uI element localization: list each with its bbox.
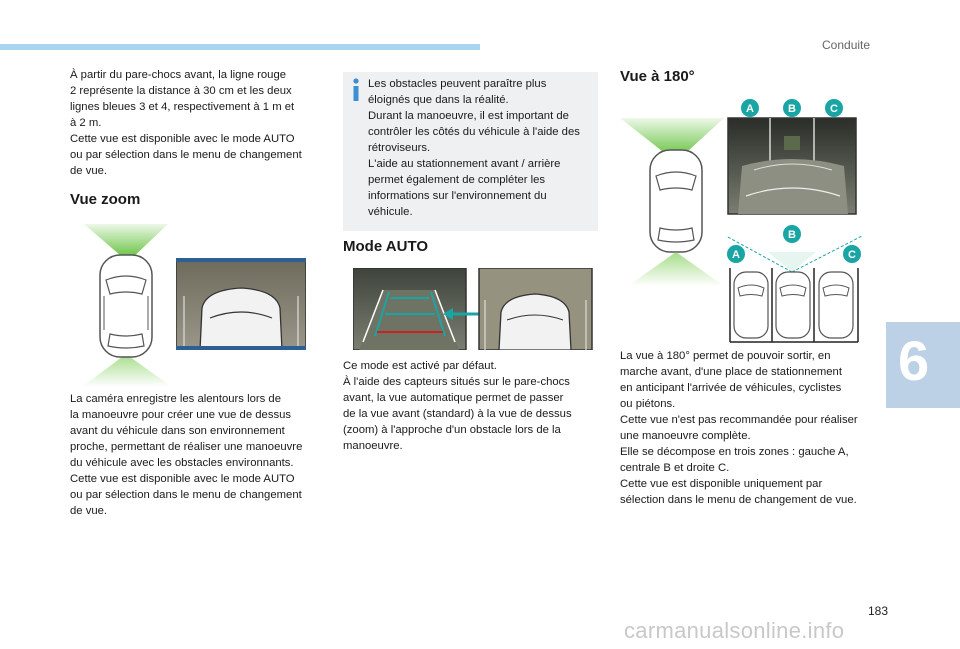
text-line: la manoeuvre pour créer une vue de dessus xyxy=(70,409,292,421)
zone-badge-a-top xyxy=(741,99,759,117)
text-line: Cette vue est disponible uniquement par xyxy=(620,478,823,490)
text-line: ou par sélection dans le menu de changement xyxy=(70,489,302,501)
text-line: manoeuvre. xyxy=(343,440,403,452)
text-line: en anticipant l'arrivée de véhicules, cyclistes xyxy=(620,382,842,394)
text-line: contrôler les côtés du véhicule à l'aide des xyxy=(368,126,580,138)
chapter-number: 6 xyxy=(898,329,930,392)
text-line: une manoeuvre complète. xyxy=(620,430,751,442)
standard-view-screen xyxy=(353,268,466,350)
svg-text:A: A xyxy=(746,103,754,115)
text-line: (zoom) à l'approche d'un obstacle lors de la xyxy=(343,424,561,436)
info-box xyxy=(343,72,598,231)
zone-badge-a xyxy=(727,245,745,263)
chapter-tab xyxy=(886,322,960,408)
text-line: Ce mode est activé par défaut. xyxy=(343,360,497,372)
text-line: Cette vue est disponible avec le mode AUTO xyxy=(70,473,295,485)
car-hood xyxy=(200,288,282,350)
text-line: véhicule. xyxy=(368,206,413,218)
info-text xyxy=(368,76,596,220)
text-line: La caméra enregistre les alentours lors de xyxy=(70,393,281,405)
text-line: centrale B et droite C. xyxy=(620,462,730,474)
svg-text:B: B xyxy=(788,229,796,241)
text-line: informations sur l'environnement du xyxy=(368,190,547,202)
zoom-view-screen xyxy=(479,268,592,350)
auto-heading: Mode AUTO xyxy=(343,238,428,255)
text-line: lignes bleues 3 et 4, respectivement à 1 m et xyxy=(70,101,295,113)
svg-text:B: B xyxy=(788,103,796,115)
text-line: ou par sélection dans le menu de changement xyxy=(70,149,302,161)
text-line: à 2 m. xyxy=(70,117,102,129)
text-line: rétroviseurs. xyxy=(368,142,431,154)
text-line: Elle se décompose en trois zones : gauche A, xyxy=(620,446,849,458)
text-line: L'aide au stationnement avant / arrière xyxy=(368,158,561,170)
zone-badge-c-top xyxy=(825,99,843,117)
text-line: Durant la manoeuvre, il est important de xyxy=(368,110,569,122)
zoom-heading: Vue zoom xyxy=(70,191,141,208)
text-line: du véhicule avec les obstacles environnants. xyxy=(70,457,294,469)
text-line: 2 représente la distance à 30 cm et les deux xyxy=(70,85,292,97)
view180-camera-screen xyxy=(728,118,856,214)
text-line: permet également de compléter les xyxy=(368,174,546,186)
svg-text:C: C xyxy=(848,249,856,261)
svg-text:C: C xyxy=(830,103,838,115)
view180-heading: Vue à 180° xyxy=(620,68,695,85)
text-line: La vue à 180° permet de pouvoir sortir, en xyxy=(620,350,831,362)
text-line: sélection dans le menu de changement de vue. xyxy=(620,494,857,506)
text-line: éloignés que dans la réalité. xyxy=(368,94,509,106)
zoom-paragraph xyxy=(70,391,332,519)
view180-illustration xyxy=(618,96,868,346)
zoom-camera-screen xyxy=(176,258,306,350)
text-line: de vue. xyxy=(70,505,108,517)
zone-badge-b xyxy=(783,225,801,243)
text-line: Les obstacles peuvent paraître plus xyxy=(368,78,547,90)
zoom-car-illustration xyxy=(82,222,172,387)
header-bar xyxy=(0,44,480,50)
auto-paragraph xyxy=(343,358,605,454)
zone-badge-b-top xyxy=(783,99,801,117)
rear-camera-cone xyxy=(82,354,172,387)
text-line: marche avant, d'une place de stationnement xyxy=(620,366,842,378)
watermark: carmanualsonline.info xyxy=(624,618,845,643)
text-line: À l'aide des capteurs situés sur le pare-chocs xyxy=(343,376,570,388)
text-line: avant, la vue automatique permet de passer xyxy=(343,392,564,404)
svg-text:A: A xyxy=(732,249,740,261)
section-title: Conduite xyxy=(822,38,871,52)
zone-badge-c xyxy=(843,245,861,263)
text-line: de la vue avant (standard) à la vue de dessus xyxy=(343,408,572,420)
info-icon xyxy=(349,78,363,102)
parking-spots xyxy=(730,268,858,342)
text-line: ou piétons. xyxy=(620,398,676,410)
auto-mode-illustration xyxy=(353,268,593,350)
text-line: avant du véhicule dans son environnement xyxy=(70,425,285,437)
text-line: proche, permettant de réaliser une manoeuvre xyxy=(70,441,303,453)
rear-camera-cone xyxy=(628,252,724,286)
text-line: À partir du pare-chocs avant, la ligne rouge xyxy=(70,69,287,81)
text-line: Cette vue n'est pas recommandée pour réaliser xyxy=(620,414,858,426)
view180-paragraph xyxy=(620,348,882,508)
text-line: Cette vue est disponible avec le mode AUTO xyxy=(70,133,295,145)
page-number: 183 xyxy=(868,604,889,618)
text-line: de vue. xyxy=(70,165,108,177)
intro-paragraph xyxy=(70,67,332,179)
